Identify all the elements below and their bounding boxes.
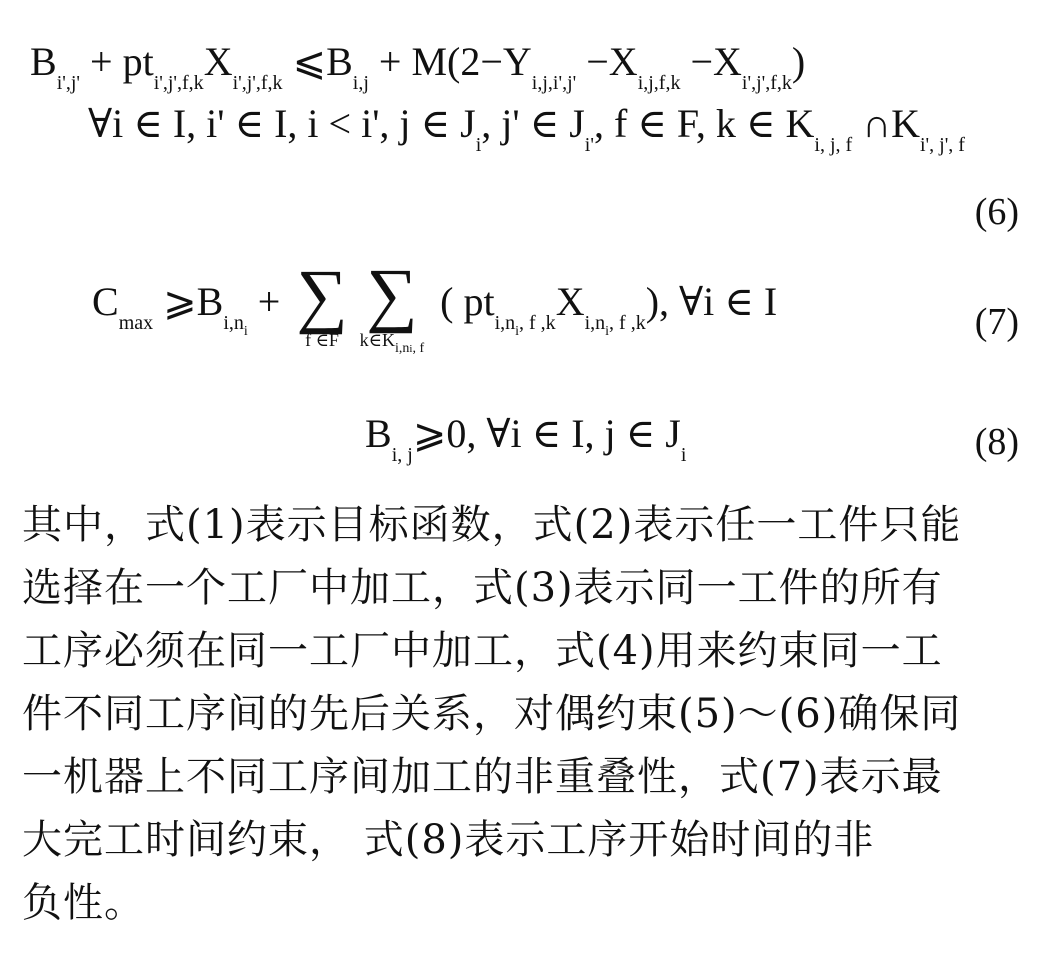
summation-over-f: ∑ f ∈F bbox=[296, 254, 348, 351]
equation-7: $C_{max}$ $⩾B_{i,n_i}$ + ∑ f ∈F ∑ $k\in K_{i,ni, f}$ ( $pt_{i,n_i, f ,k}X_{i,n_i, f ,k}$), ∀i ∈ I bbox=[92, 254, 778, 356]
equation-6-number: (6) bbox=[974, 191, 1019, 233]
equation-8: $B_{i, j}⩾0$, ∀i ∈ I, j ∈ $J_i$ bbox=[365, 411, 687, 466]
paragraph-line: 负性。 bbox=[22, 880, 145, 926]
paragraph-line: 件不同工序间的先后关系，对偶约束(5)～(6)确保同 bbox=[22, 691, 962, 737]
paragraph-line: 其中，式(1)表示目标函数，式(2)表示任一工件只能 bbox=[22, 502, 962, 548]
paragraph-line: 一机器上不同工序间加工的非重叠性，式(7)表示最 bbox=[22, 754, 943, 800]
equation-8-number: (8) bbox=[974, 421, 1019, 463]
paragraph-line: 大完工时间约束， 式(8)表示工序开始时间的非 bbox=[22, 817, 875, 863]
equation-7-number: (7) bbox=[974, 301, 1019, 343]
body-paragraph bbox=[22, 494, 1027, 935]
paragraph-line: 工序必须在同一工厂中加工，式(4)用来约束同一工 bbox=[22, 628, 943, 674]
paragraph-line: 选择在一个工厂中加工，式(3)表示同一工件的所有 bbox=[22, 565, 943, 611]
equation-6-line-2: ∀i ∈ I, i' ∈ I, i < i', j ∈ $J_i$, j' ∈ $J_{i'}$, f ∈ F, k ∈ $K_{i, j, f}$ $\cap K_{i', j', f}$ bbox=[88, 101, 965, 156]
equation-6-line-1: $B_{i',j'} + pt_{i',j',f,k}X_{i',j',f,k}$ $⩽B_{i,j} + M(2-Y_{i,j,i',j'} -X_{i,j,f,k} -X_{i',j',f,k})$ bbox=[30, 39, 806, 94]
summation-over-k: ∑ $k\in K_{i,ni, f}$ bbox=[359, 254, 425, 356]
